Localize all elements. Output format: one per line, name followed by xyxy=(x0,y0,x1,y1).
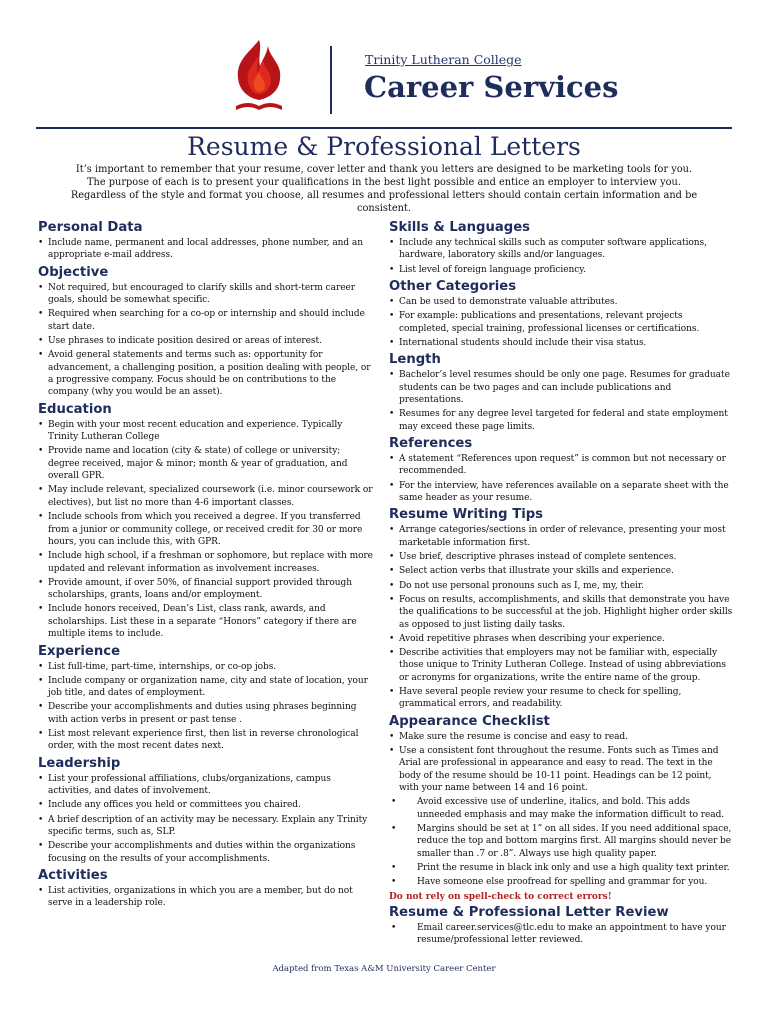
section-activities xyxy=(38,867,373,910)
section-appearance-checklist xyxy=(389,713,734,903)
bullet-list xyxy=(389,453,734,504)
list-item: • List level of foreign language proficiency. xyxy=(389,264,734,276)
list-item: • For example: publications and presentations, relevant projects completed, special training, professional licenses or certifications. xyxy=(389,310,734,335)
list-item: • Can be used to demonstrate valuable attributes. xyxy=(389,296,734,308)
intro-paragraph: It’s important to remember that your resume, cover letter and thank you letters are designed to be marketing tools for you. The purpose of each is to present your qualifications in the best light possible and entice an employer to interview you. Regardless of the style and format you choose, all resumes and professional letters should contain certain information and be consistent. xyxy=(70,164,698,214)
section-heading: Activities xyxy=(38,868,108,884)
list-item: • Describe your accomplishments and duties within the organizations focusing on the results of your accomplishments. xyxy=(38,840,373,865)
list-item: • Bachelor’s level resumes should be only one page. Resumes for graduate students can be two pages and can include publications and presentations. xyxy=(389,369,734,406)
bullet-list xyxy=(389,524,734,710)
list-item: • A brief description of an activity may be necessary. Explain any Trinity specific terms, such as, SLP. xyxy=(38,814,373,839)
section-experience xyxy=(38,643,373,753)
list-sub-item: • Email career.services@tlc.edu to make an appointment to have your resume/professional letter reviewed. xyxy=(389,922,734,947)
list-item: • Make sure the resume is concise and easy to read. xyxy=(389,731,734,743)
section-personal-data xyxy=(38,219,373,262)
section-education xyxy=(38,401,373,641)
bullet-list xyxy=(38,282,373,399)
list-item: • List full-time, part-time, internships, or co-op jobs. xyxy=(38,661,373,673)
list-item: • Begin with your most recent education and experience. Typically Trinity Lutheran College xyxy=(38,419,373,444)
section-heading: Resume & Professional Letter Review xyxy=(389,904,669,920)
list-sub-item: • Margins should be set at 1” on all sides. If you need additional space, reduce the top and bottom margins first. All margins should never be smaller than .7 or .8”. Always use high quality paper. xyxy=(389,823,734,860)
bullet-list xyxy=(389,296,734,349)
list-item: • Use phrases to indicate position desired or areas of interest. xyxy=(38,335,373,347)
list-item: • Arrange categories/sections in order of relevance, presenting your most marketable information first. xyxy=(389,524,734,549)
section-heading: Experience xyxy=(38,643,121,659)
section-heading: Personal Data xyxy=(38,220,143,235)
footer-credit: Adapted from Texas A&M University Career Center xyxy=(272,964,496,974)
list-item: • Avoid repetitive phrases when describing your experience. xyxy=(389,633,734,645)
section-heading: Skills & Languages xyxy=(389,220,531,235)
list-item: • May include relevant, specialized coursework (i.e. minor coursework or electives), but list no more than 4-6 important classes. xyxy=(38,484,373,509)
list-item: • List most relevant experience first, then list in reverse chronological order, with the most recent dates next. xyxy=(38,728,373,753)
list-item: • Use a consistent font throughout the resume. Fonts such as Times and Arial are professional in appearance and easy to read. The text in the body of the resume should be 10-11 point. Headings can be 12 point, with your name between 14 and 16 point. xyxy=(389,745,734,795)
list-item: • Use brief, descriptive phrases instead of complete sentences. xyxy=(389,551,734,563)
section-leadership xyxy=(38,755,373,865)
list-item: • List your professional affiliations, clubs/organizations, campus activities, and dates of involvement. xyxy=(38,773,373,798)
list-item: • Select action verbs that illustrate your skills and experience. xyxy=(389,565,734,577)
warning-note: Do not rely on spell-check to correct errors! xyxy=(389,891,612,902)
list-item: • Required when searching for a co-op or internship and should include start date. xyxy=(38,308,373,333)
section-heading: Other Categories xyxy=(389,279,517,295)
list-item: • Provide name and location (city & state) of college or university; degree received, major & minor; month & year of graduation, and overall GPR. xyxy=(38,445,373,482)
section-objective xyxy=(38,264,373,399)
section-other-categories xyxy=(389,278,734,349)
bullet-list xyxy=(389,369,734,433)
section-heading: Objective xyxy=(38,264,109,280)
list-item: • Describe your accomplishments and duties using phrases beginning with action verbs in present or past tense . xyxy=(38,701,373,726)
section-heading: Leadership xyxy=(38,755,121,771)
section-skills-and-languages xyxy=(389,219,734,276)
list-sub-item: • Avoid excessive use of underline, italics, and bold. This adds unneeded emphasis and may make the information difficult to read. xyxy=(389,796,734,821)
section-heading: References xyxy=(389,436,473,452)
left-column xyxy=(38,219,373,912)
list-sub-item: • Print the resume in black ink only and use a high quality text printer. xyxy=(389,862,734,874)
list-item: • A statement “References upon request” is common but not necessary or recommended. xyxy=(389,453,734,478)
list-item: • Focus on results, accomplishments, and skills that demonstrate you have the qualifications to be successful at the job. Highlight higher order skills as opposed to just listing daily tasks. xyxy=(389,594,734,631)
bullet-list xyxy=(389,731,734,889)
header-rule xyxy=(36,127,732,129)
section-resume-writing-tips xyxy=(389,506,734,710)
list-item: • Include any technical skills such as computer software applications, hardware, laboratory skills and/or languages. xyxy=(389,237,734,262)
section-heading: Length xyxy=(389,352,441,368)
list-item: • International students should include their visa status. xyxy=(389,337,734,349)
list-item: • Avoid general statements and terms such as: opportunity for advancement, a challenging position, a position dealing with people, or a progressive company. Focus should be on contributions to the company (why you would be an asset). xyxy=(38,349,373,399)
list-item: • Include honors received, Dean’s List, class rank, awards, and scholarships. List these in a separate “Honors” category if there are multiple items to include. xyxy=(38,603,373,640)
bullet-list xyxy=(38,419,373,641)
section-references xyxy=(389,435,734,504)
list-item: • Resumes for any degree level targeted for federal and state employment may exceed these page limits. xyxy=(389,408,734,433)
list-item: • Include any offices you held or committees you chaired. xyxy=(38,799,373,811)
list-item: • For the interview, have references available on a separate sheet with the same header as your resume. xyxy=(389,480,734,505)
section-heading: Resume Writing Tips xyxy=(389,507,543,523)
list-item: • Not required, but encouraged to clarify skills and short-term career goals, should be somewhat specific. xyxy=(38,282,373,307)
college-name[interactable]: Trinity Lutheran College xyxy=(365,52,522,67)
list-item: • Include company or organization name, city and state of location, your job title, and dates of employment. xyxy=(38,675,373,700)
list-item: • Describe activities that employers may not be familiar with, especially those unique to Trinity Lutheran College. Instead of using abbreviations or acronyms for organizations, write the entire name of the group. xyxy=(389,647,734,684)
section-length xyxy=(389,351,734,433)
section-heading: Education xyxy=(38,401,112,417)
section-resume-and-professional-letter-review xyxy=(389,904,734,947)
list-item: • List activities, organizations in which you are a member, but do not serve in a leadership role. xyxy=(38,885,373,910)
page-title: Resume & Professional Letters xyxy=(187,132,581,161)
flame-logo-icon xyxy=(230,36,288,116)
bullet-list xyxy=(38,773,373,865)
bullet-list xyxy=(389,237,734,276)
list-item: • Provide amount, if over 50%, of financial support provided through scholarships, grants, loans and/or employment. xyxy=(38,577,373,602)
list-sub-item: • Have someone else proofread for spelling and grammar for you. xyxy=(389,876,734,888)
bullet-list xyxy=(389,922,734,947)
bullet-list xyxy=(38,661,373,753)
bullet-list xyxy=(38,237,373,262)
list-item: • Include schools from which you received a degree. If you transferred from a junior or community college, or received credit for 30 or more hours, you can include this, with GPR. xyxy=(38,511,373,548)
header-divider xyxy=(330,46,332,114)
bullet-list xyxy=(38,885,373,910)
header xyxy=(0,30,768,125)
list-item: • Include high school, if a freshman or sophomore, but replace with more updated and relevant information as involvement increases. xyxy=(38,550,373,575)
list-item: • Have several people review your resume to check for spelling, grammatical errors, and readability. xyxy=(389,686,734,711)
department-name: Career Services xyxy=(364,70,619,104)
right-column xyxy=(389,219,734,948)
list-item: • Do not use personal pronouns such as I, me, my, their. xyxy=(389,580,734,592)
section-heading: Appearance Checklist xyxy=(389,713,550,729)
list-item: • Include name, permanent and local addresses, phone number, and an appropriate e-mail address. xyxy=(38,237,373,262)
